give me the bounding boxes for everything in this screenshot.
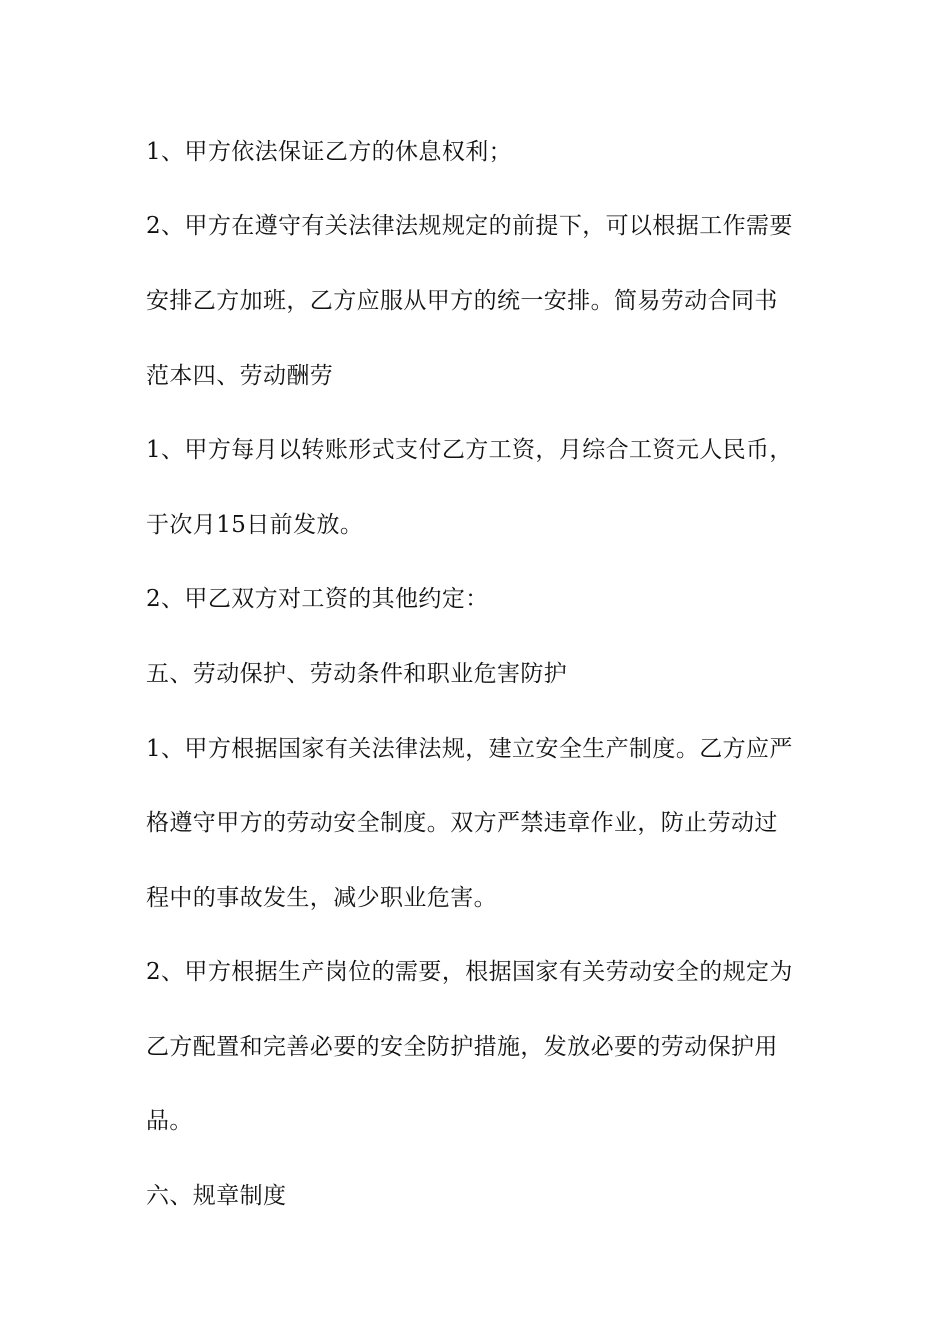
text-line: 程中的事故发生，减少职业危害。 — [146, 885, 497, 911]
text-line: 格遵守甲方的劳动安全制度。双方严禁违章作业，防止劳动过 — [146, 810, 778, 836]
text-line: 1、甲方根据国家有关法律法规，建立安全生产制度。乙方应严 — [146, 736, 793, 762]
text-line: 2、甲乙双方对工资的其他约定： — [146, 586, 489, 612]
text-line: 2、甲方根据生产岗位的需要，根据国家有关劳动安全的规定为 — [146, 959, 793, 985]
section-heading: 五、劳动保护、劳动条件和职业危害防护 — [146, 661, 568, 687]
text-line: 2、甲方在遵守有关法律法规规定的前提下，可以根据工作需要 — [146, 213, 793, 239]
text-line: 1、甲方每月以转账形式支付乙方工资，月综合工资元人民币， — [146, 437, 793, 463]
section-heading: 范本四、劳动酬劳 — [146, 363, 334, 389]
text-line: 于次月15日前发放。 — [146, 512, 364, 538]
text-line: 1、甲方依法保证乙方的休息权利； — [146, 139, 513, 165]
text-line: 安排乙方加班，乙方应服从甲方的统一安排。简易劳动合同书 — [146, 288, 778, 314]
text-line: 品。 — [146, 1108, 193, 1134]
section-heading: 六、规章制度 — [146, 1183, 287, 1209]
text-line: 乙方配置和完善必要的安全防护措施，发放必要的劳动保护用 — [146, 1034, 778, 1060]
